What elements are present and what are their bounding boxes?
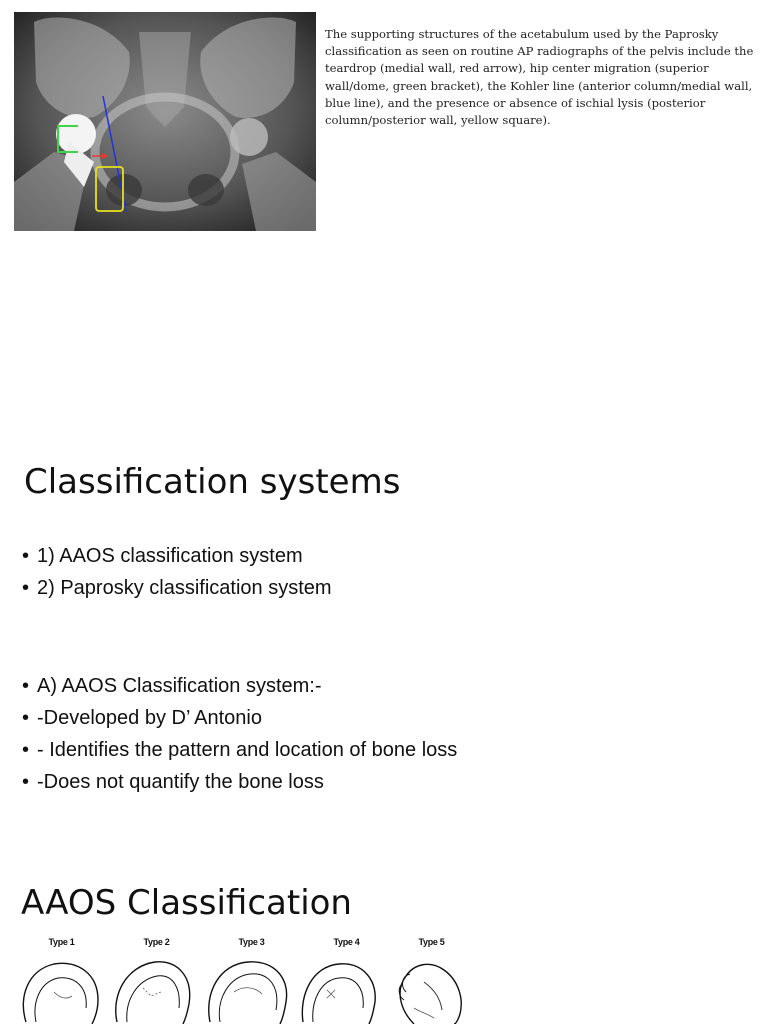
bullet-icon: • [22, 707, 30, 729]
type-label: Type 2 [143, 937, 170, 947]
list-item: • -Does not quantify the bone loss [22, 766, 457, 798]
type-3-diagram [204, 930, 299, 1024]
bullet-icon: • [22, 577, 30, 599]
bullet-icon: • [22, 675, 30, 697]
aaos-type-diagrams [14, 930, 474, 1024]
type-4-diagram [299, 930, 394, 1024]
type-label: Type 1 [48, 937, 75, 947]
radiograph-image [14, 12, 316, 231]
figure-caption: The supporting structures of the acetabulum used by the Paprosky classification as seen on routine AP radiographs of the pelvis include the teardrop (medial wall, red arrow), hip center migration (superior wall/dome, green bracket), the Kohler line (anterior column/medial wall, blue line), and the presence or absence of ischial lysis (posterior column/posterior wall, yellow square). [325, 27, 754, 128]
type-2-diagram [109, 930, 204, 1024]
acetabulum-type-2-icon [109, 952, 204, 1024]
list-item: • 1) AAOS classification system [22, 540, 332, 572]
bullet-icon: • [22, 545, 30, 567]
list-item: • 2) Paprosky classification system [22, 572, 332, 604]
acetabulum-type-3-icon [204, 952, 299, 1024]
section-title-classification-systems: Classification systems [24, 462, 401, 502]
classification-list [22, 540, 332, 604]
aaos-details-list [22, 670, 457, 798]
list-item: • A) AAOS Classification system:- [22, 670, 457, 702]
acetabulum-type-5-icon [384, 952, 479, 1024]
acetabulum-type-1-icon [14, 952, 109, 1024]
list-item: • - Identifies the pattern and location of bone loss [22, 734, 457, 766]
type-label: Type 4 [333, 937, 360, 947]
bullet-icon: • [22, 739, 30, 761]
type-1-diagram [14, 930, 109, 1024]
acetabulum-type-4-icon [299, 952, 394, 1024]
pelvis-radiograph [14, 12, 316, 231]
section-title-aaos-classification: AAOS Classification [21, 883, 352, 923]
type-label: Type 5 [418, 937, 445, 947]
type-5-diagram [384, 930, 479, 1024]
type-label: Type 3 [238, 937, 265, 947]
bullet-icon: • [22, 771, 30, 793]
list-item: • -Developed by D’ Antonio [22, 702, 457, 734]
